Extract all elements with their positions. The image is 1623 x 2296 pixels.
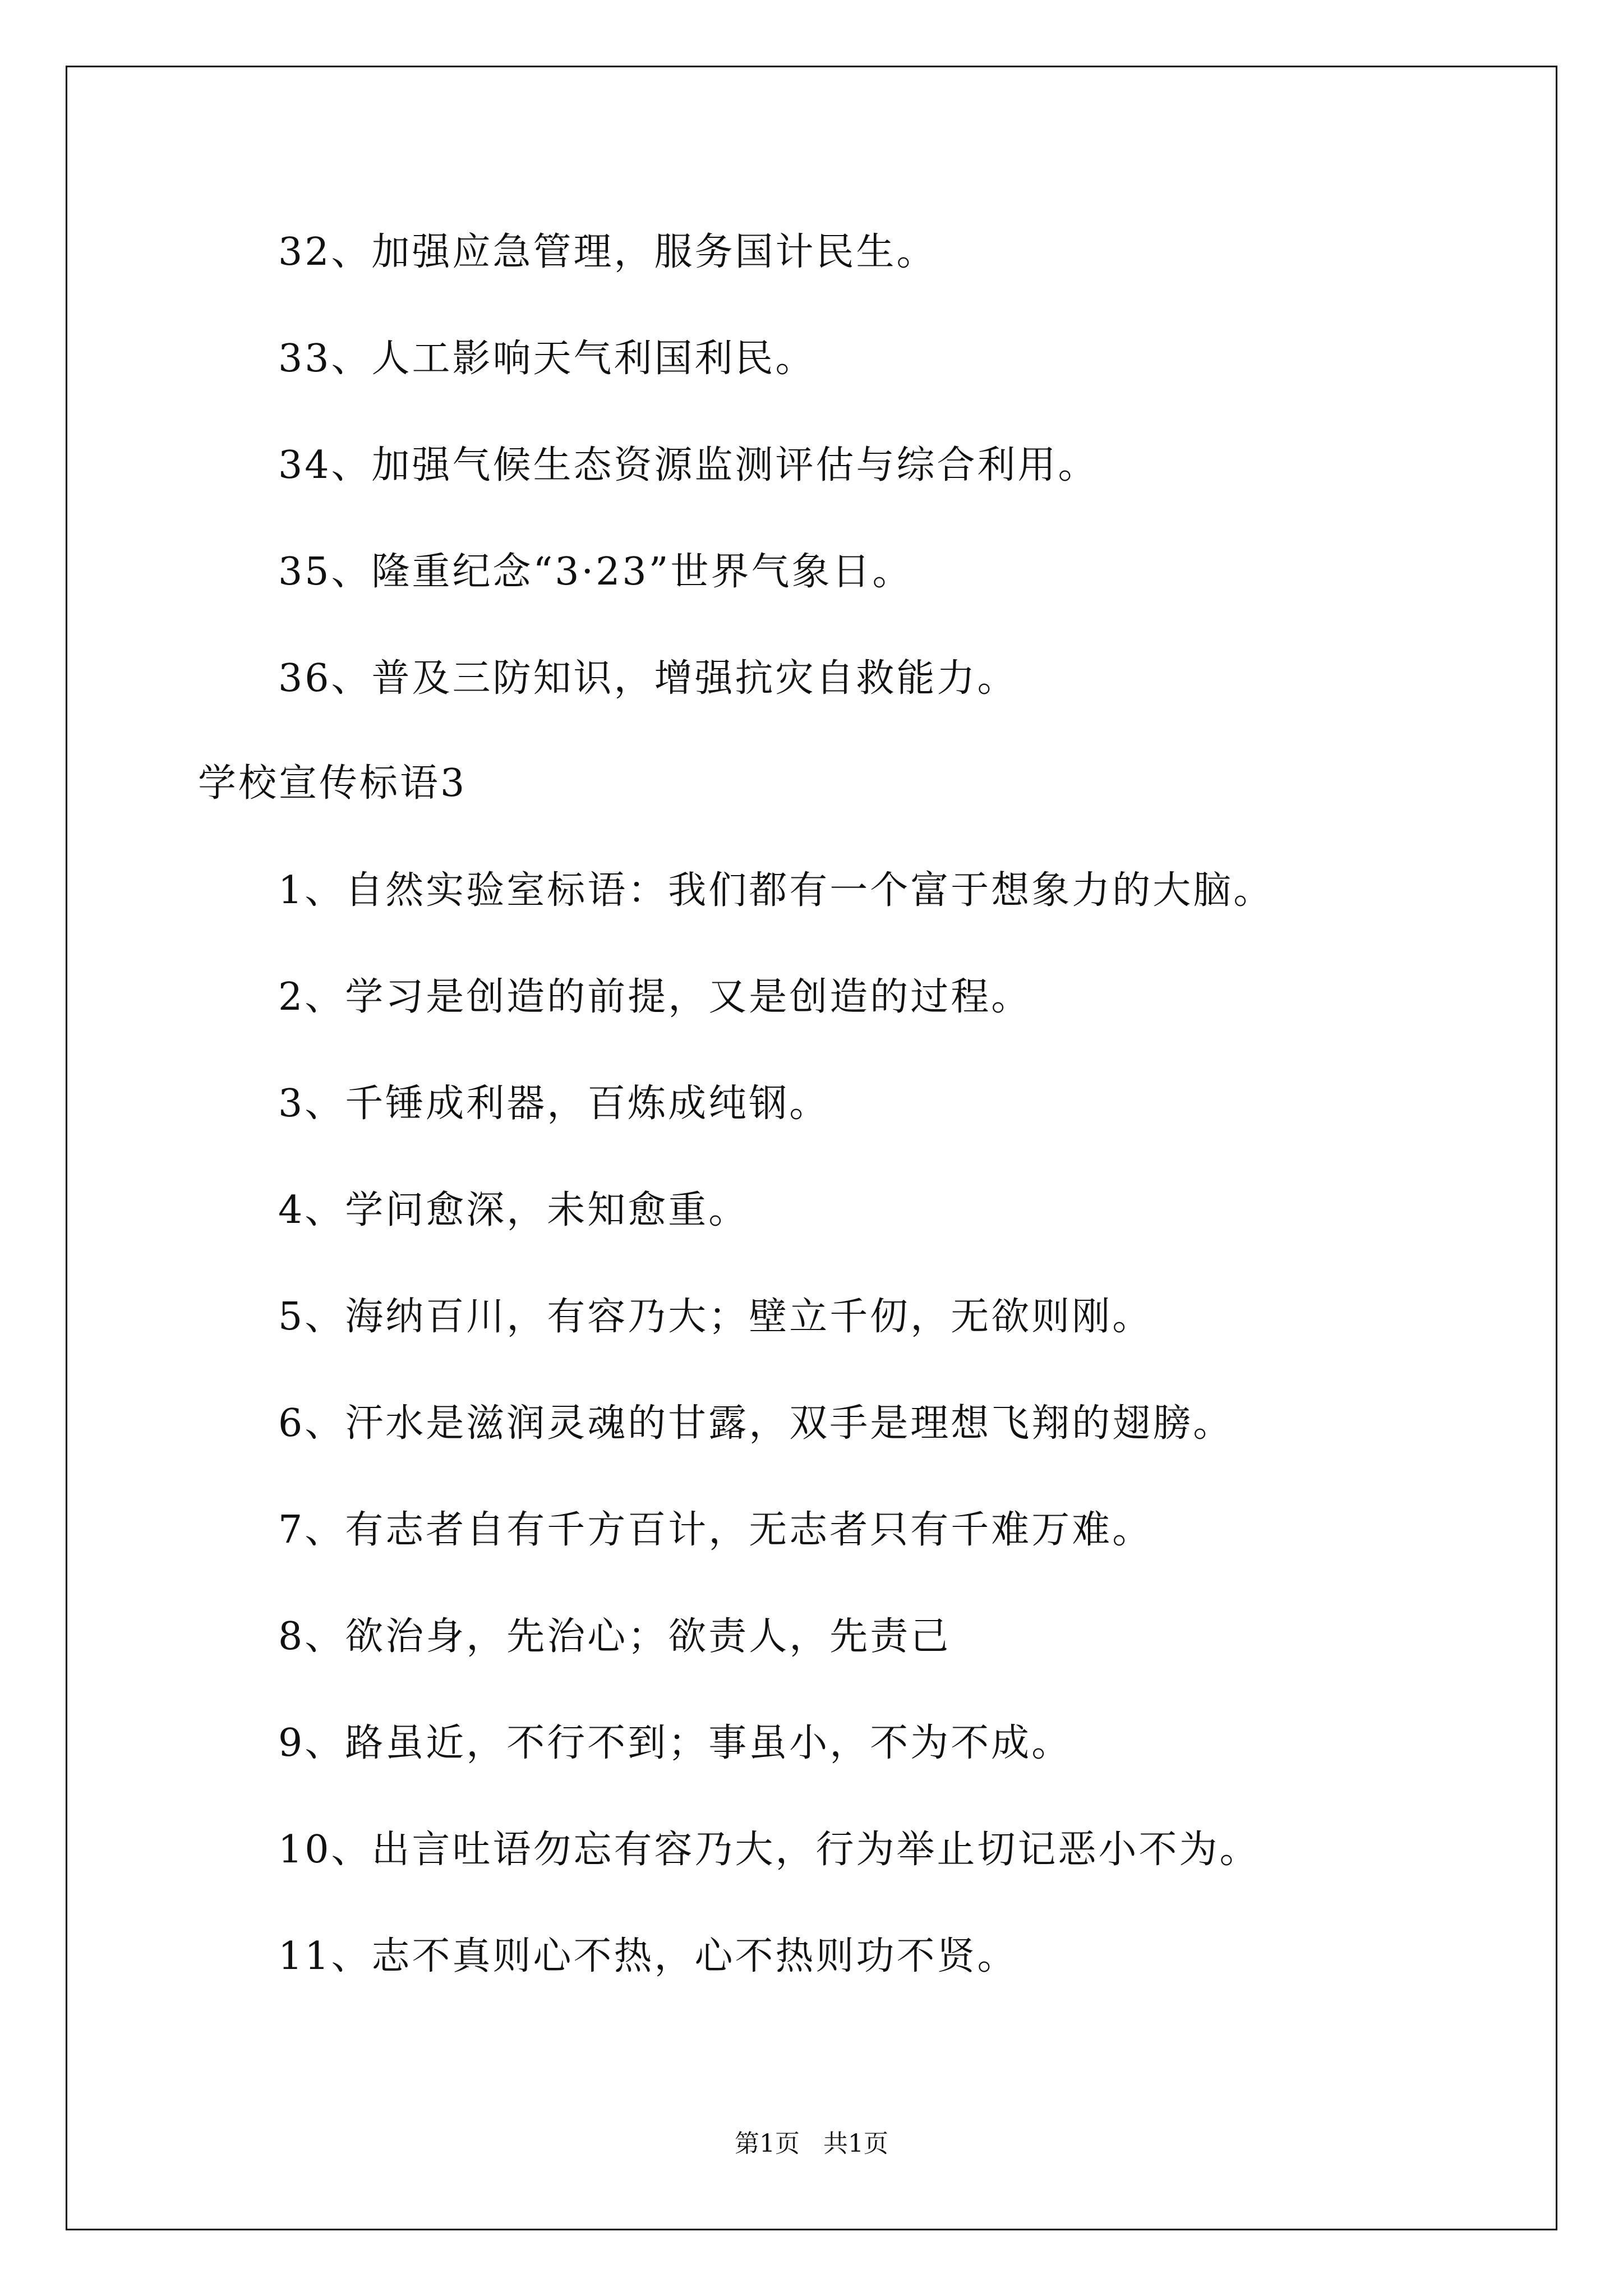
slogan-line-9: 9、路虽近，不行不到；事虽小，不为不成。 <box>278 1721 1072 1765</box>
slogan-line-11: 11、志不真则心不热，心不热则功不贤。 <box>278 1934 1018 1978</box>
slogan-line-34: 34、加强气候生态资源监测评估与综合利用。 <box>278 443 1099 487</box>
slogan-line-1: 1、自然实验室标语：我们都有一个富于想象力的大脑。 <box>278 868 1274 913</box>
slogan-line-3: 3、千锤成利器，百炼成纯钢。 <box>278 1082 830 1126</box>
page-number: 第1页 <box>735 2129 800 2158</box>
slogan-line-5: 5、海纳百川，有容乃大；壁立千仞，无欲则刚。 <box>278 1295 1153 1339</box>
slogan-line-36: 36、普及三防知识，增强抗灾自救能力。 <box>278 656 1018 701</box>
slogan-line-33: 33、人工影响天气利国利民。 <box>278 337 816 381</box>
slogan-line-6: 6、汗水是滋润灵魂的甘露，双手是理想飞翔的翅膀。 <box>278 1401 1234 1446</box>
slogan-line-2: 2、学习是创造的前提，又是创造的过程。 <box>278 975 1032 1019</box>
section-title: 学校宣传标语3 <box>198 761 467 806</box>
slogan-line-32: 32、加强应急管理，服务国计民生。 <box>278 230 937 274</box>
slogan-line-35: 35、隆重纪念“3·23”世界气象日。 <box>278 550 913 594</box>
slogan-line-7: 7、有志者自有千方百计，无志者只有千难万难。 <box>278 1508 1153 1552</box>
slogan-line-8: 8、欲治身，先治心；欲责人，先责己 <box>278 1614 951 1659</box>
page-footer <box>0 2128 1623 2160</box>
page-total: 共1页 <box>823 2129 888 2158</box>
slogan-line-4: 4、学问愈深，未知愈重。 <box>278 1188 749 1232</box>
page-border <box>66 66 1557 2230</box>
slogan-line-10: 10、出言吐语勿忘有容乃大，行为举止切记恶小不为。 <box>278 1828 1260 1872</box>
